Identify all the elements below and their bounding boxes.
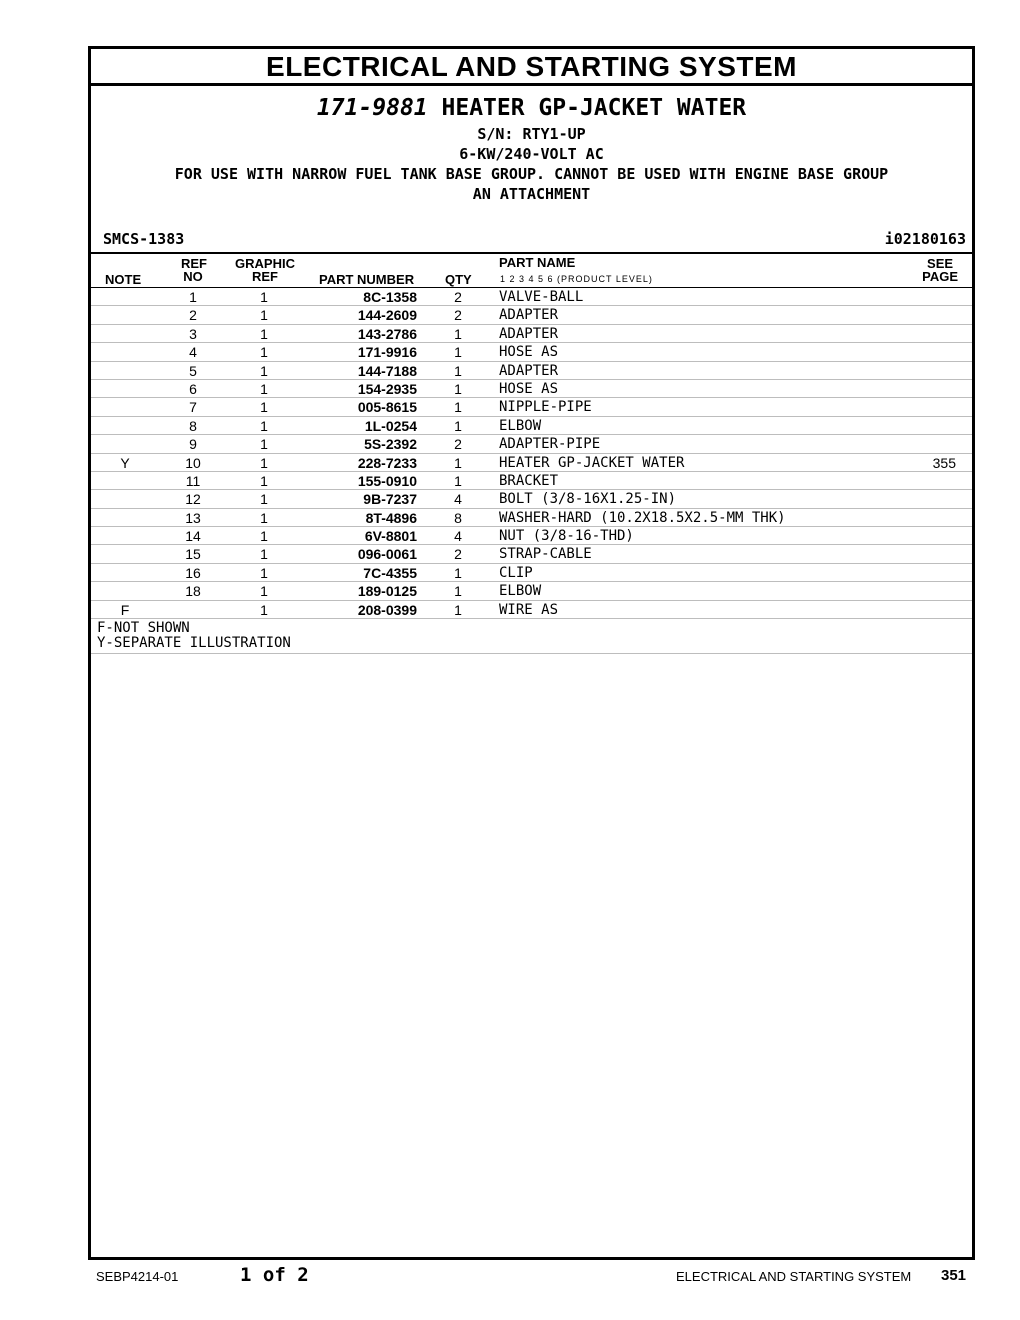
- row-part-name: VALVE-BALL: [499, 289, 584, 305]
- page-frame: [88, 46, 975, 1260]
- row-part-number[interactable]: 096-0061: [357, 546, 417, 563]
- row-ref-no: 8: [189, 417, 197, 434]
- row-qty: 1: [454, 472, 462, 489]
- row-part-name: ADAPTER: [499, 362, 559, 379]
- row-graphic-ref: 1: [260, 380, 268, 397]
- row-qty: 1: [454, 344, 462, 361]
- row-graphic-ref: 1: [260, 509, 268, 526]
- row-graphic-ref: 1: [260, 417, 268, 434]
- header-product-levels: 1 2 3 4 5 6 (PRODUCT LEVEL): [500, 274, 653, 284]
- row-part-number[interactable]: 155-0910: [357, 472, 417, 489]
- page-footer: [0, 1264, 1020, 1290]
- header-graphic-ref: GRAPHIC REF: [235, 256, 295, 284]
- row-part-number[interactable]: 005-8615: [357, 399, 417, 416]
- header-part-number: PART NUMBER: [319, 272, 415, 287]
- row-graphic-ref: 1: [260, 546, 268, 563]
- row-graphic-ref: 1: [260, 344, 268, 361]
- row-part-name: NUT (3/8-16-THD): [499, 528, 634, 545]
- header-qty: QTY: [445, 272, 472, 287]
- row-ref-no: 16: [185, 564, 201, 581]
- table-row: [91, 435, 972, 453]
- row-qty: 4: [454, 528, 462, 545]
- row-part-number[interactable]: 144-2609: [357, 307, 417, 324]
- row-part-name: BOLT (3/8-16X1.25-IN): [499, 491, 677, 508]
- table-row: [91, 380, 972, 398]
- row-qty: 1: [454, 564, 462, 581]
- row-ref-no: 2: [189, 307, 197, 324]
- table-row: [91, 362, 972, 380]
- rating-line: 6-KW/240-VOLT AC: [459, 145, 604, 163]
- row-graphic-ref: 1: [260, 362, 268, 379]
- row-ref-no: 6: [189, 380, 197, 397]
- row-part-name: NIPPLE-PIPE: [499, 399, 592, 416]
- row-qty: 1: [454, 583, 462, 600]
- row-see-page[interactable]: 355: [932, 454, 956, 471]
- attachment-line: AN ATTACHMENT: [472, 185, 591, 203]
- row-graphic-ref: 1: [260, 491, 268, 508]
- row-graphic-ref: 1: [260, 289, 268, 305]
- row-graphic-ref: 1: [260, 399, 268, 416]
- row-ref-no: 9: [189, 436, 197, 453]
- table-row: [91, 417, 972, 435]
- row-ref-no: 18: [185, 583, 201, 600]
- group-description: [91, 124, 972, 204]
- table-row: [91, 325, 972, 343]
- illustration-id: i02180163: [884, 230, 966, 248]
- group-title: [91, 94, 972, 122]
- row-part-name: STRAP-CABLE: [499, 546, 592, 563]
- row-qty: 1: [454, 362, 462, 379]
- row-qty: 8: [454, 509, 462, 526]
- row-ref-no: 10: [185, 454, 201, 471]
- row-part-name: HOSE AS: [499, 344, 559, 361]
- row-part-name: ADAPTER-PIPE: [499, 436, 601, 453]
- row-part-number[interactable]: 143-2786: [357, 325, 417, 342]
- table-notes: [91, 619, 972, 654]
- row-part-number[interactable]: 154-2935: [357, 380, 417, 397]
- row-part-name: CLIP: [499, 564, 533, 581]
- row-part-number[interactable]: 189-0125: [357, 583, 417, 600]
- table-row: [91, 509, 972, 527]
- row-qty: 1: [454, 601, 462, 618]
- group-name: HEATER GP-JACKET WATER: [441, 95, 747, 121]
- table-row: [91, 398, 972, 416]
- header-part-name: PART NAME: [499, 255, 576, 270]
- row-part-number[interactable]: 8T-4896: [365, 509, 417, 526]
- page-number: 351: [941, 1267, 967, 1284]
- table-row: [91, 582, 972, 600]
- row-qty: 1: [454, 454, 462, 471]
- parts-list: [91, 288, 972, 619]
- row-graphic-ref: 1: [260, 472, 268, 489]
- group-part-number[interactable]: 171-9881: [316, 95, 428, 121]
- row-part-number[interactable]: 144-7188: [357, 362, 417, 379]
- row-part-number[interactable]: 1L-0254: [364, 417, 417, 434]
- row-part-name: ADAPTER: [499, 325, 559, 342]
- usage-note: FOR USE WITH NARROW FUEL TANK BASE GROUP. CANNOT BE USED WITH ENGINE BASE GROUP: [174, 165, 889, 183]
- row-part-name: HEATER GP-JACKET WATER: [499, 454, 685, 471]
- row-ref-no: 14: [185, 528, 201, 545]
- row-graphic-ref: 1: [260, 601, 268, 618]
- page-of: 1 of 2: [240, 1264, 309, 1286]
- section-title: ELECTRICAL AND STARTING SYSTEM: [91, 49, 972, 86]
- row-part-number[interactable]: 228-7233: [357, 454, 417, 471]
- note-line: F-NOT SHOWN: [97, 620, 190, 637]
- row-ref-no: 12: [185, 491, 201, 508]
- row-ref-no: 15: [185, 546, 201, 563]
- row-part-number[interactable]: 171-9916: [357, 344, 417, 361]
- table-header: [91, 252, 972, 288]
- row-part-name: ELBOW: [499, 583, 542, 600]
- header-see-page: SEE PAGE: [922, 256, 958, 284]
- row-graphic-ref: 1: [260, 307, 268, 324]
- row-qty: 2: [454, 289, 462, 305]
- table-row: [91, 472, 972, 490]
- row-part-number[interactable]: 9B-7237: [363, 491, 417, 508]
- header-ref-no: REF NO: [181, 256, 207, 284]
- header-note: NOTE: [105, 272, 142, 287]
- row-qty: 1: [454, 399, 462, 416]
- row-part-number[interactable]: 5S-2392: [364, 436, 417, 453]
- row-note: Y: [120, 454, 130, 471]
- footer-section: ELECTRICAL AND STARTING SYSTEM: [676, 1269, 912, 1284]
- row-graphic-ref: 1: [260, 325, 268, 342]
- row-qty: 2: [454, 307, 462, 324]
- document-id: SEBP4214-01: [96, 1269, 179, 1284]
- row-part-name: HOSE AS: [499, 380, 559, 397]
- row-ref-no: 1: [189, 289, 197, 305]
- row-qty: 1: [454, 325, 462, 342]
- table-row: [91, 601, 972, 619]
- row-qty: 2: [454, 436, 462, 453]
- row-qty: 1: [454, 380, 462, 397]
- row-part-name: ELBOW: [499, 417, 542, 434]
- table-row: [91, 288, 972, 306]
- serial-range: S/N: RTY1-UP: [477, 125, 586, 143]
- table-row: [91, 490, 972, 508]
- row-part-number[interactable]: 8C-1358: [363, 289, 417, 305]
- table-row: [91, 306, 972, 324]
- table-row: [91, 564, 972, 582]
- table-row: [91, 527, 972, 545]
- row-part-name: WIRE AS: [499, 601, 559, 618]
- row-ref-no: 3: [189, 325, 197, 342]
- row-part-name: ADAPTER: [499, 307, 559, 324]
- smcs-code: SMCS-1383: [103, 230, 185, 248]
- note-line: Y-SEPARATE ILLUSTRATION: [97, 635, 291, 652]
- row-part-number[interactable]: 208-0399: [357, 601, 417, 618]
- row-graphic-ref: 1: [260, 583, 268, 600]
- group-header: [91, 86, 972, 252]
- row-part-number[interactable]: 7C-4355: [363, 564, 417, 581]
- row-graphic-ref: 1: [260, 528, 268, 545]
- row-ref-no: 11: [185, 472, 201, 489]
- row-ref-no: 7: [189, 399, 197, 416]
- row-part-name: BRACKET: [499, 472, 559, 489]
- row-ref-no: 5: [189, 362, 197, 379]
- row-graphic-ref: 1: [260, 454, 268, 471]
- row-ref-no: 4: [189, 344, 197, 361]
- row-qty: 1: [454, 417, 462, 434]
- row-ref-no: 13: [185, 509, 201, 526]
- row-qty: 4: [454, 491, 462, 508]
- table-row: [91, 545, 972, 563]
- row-graphic-ref: 1: [260, 564, 268, 581]
- row-note: F: [120, 601, 130, 618]
- row-part-number[interactable]: 6V-8801: [364, 528, 417, 545]
- table-row: [91, 343, 972, 361]
- row-graphic-ref: 1: [260, 436, 268, 453]
- table-row: [91, 454, 972, 472]
- row-part-name: WASHER-HARD (10.2X18.5X2.5-MM THK): [499, 509, 786, 526]
- row-qty: 2: [454, 546, 462, 563]
